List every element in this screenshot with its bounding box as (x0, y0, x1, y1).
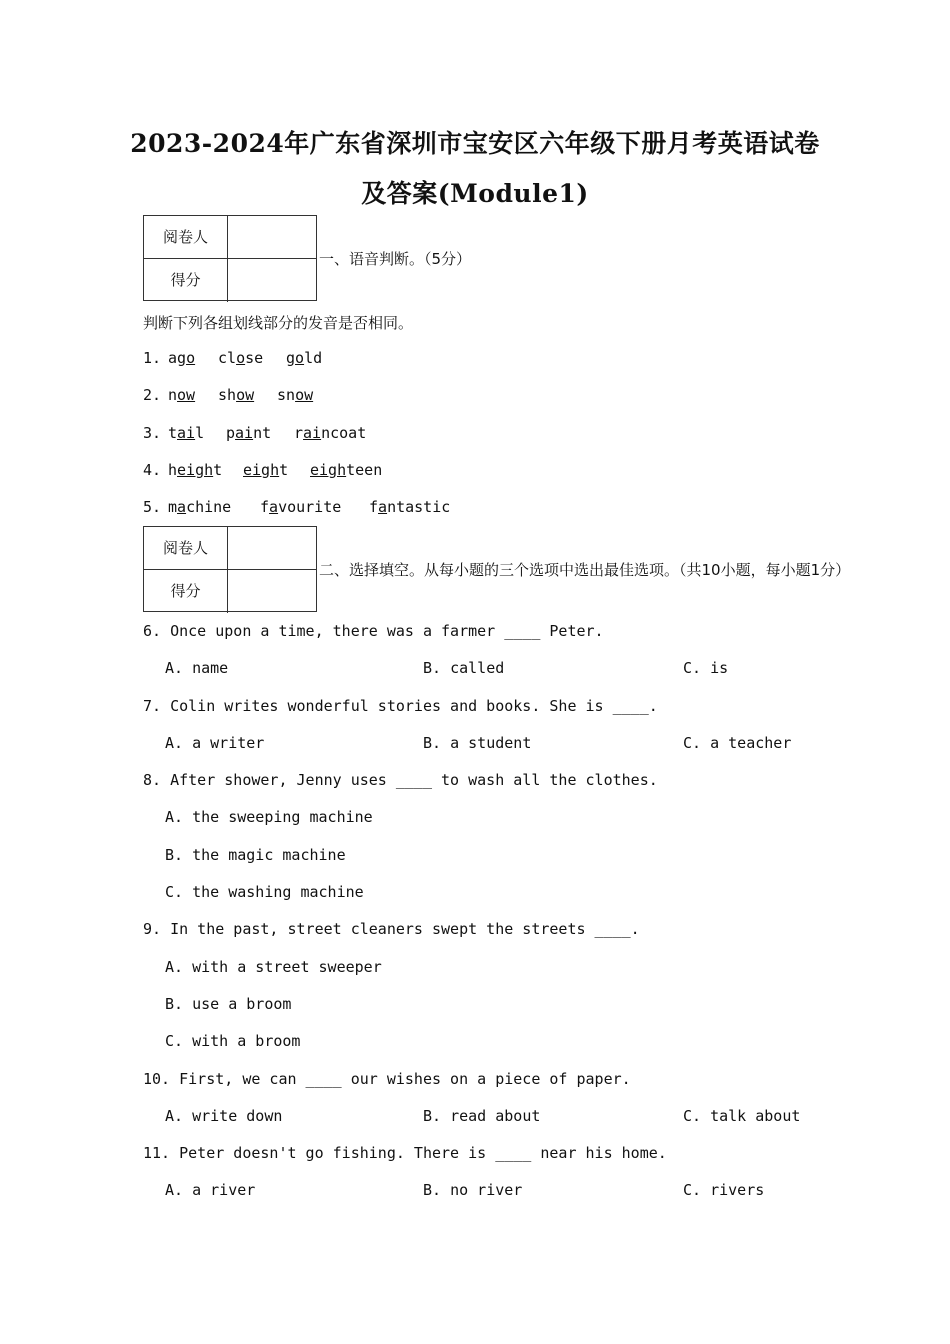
phonics-word (218, 386, 254, 404)
question-stem: 6. Once upon a time, there was a farmer ____ Peter. (143, 622, 604, 640)
word-part: r (294, 424, 304, 442)
phonics-word (218, 349, 263, 367)
word-part: t (279, 461, 289, 479)
answer-option[interactable]: B. use a broom (165, 995, 292, 1013)
underlined-letters: o (186, 349, 196, 367)
word-part: teen (346, 461, 383, 479)
underlined-letters: ow (295, 386, 314, 404)
score-cell[interactable] (228, 570, 316, 613)
score-cell[interactable] (228, 259, 316, 302)
word-part: m (168, 498, 178, 516)
section-1-instruction: 判断下列各组划线部分的发音是否相同。 (143, 314, 414, 332)
phonics-word (286, 349, 322, 367)
underlined-letters: o (236, 349, 246, 367)
underlined-letters: a (269, 498, 279, 516)
answer-option[interactable]: C. the washing machine (165, 883, 364, 901)
answer-option[interactable]: B. a student (423, 734, 532, 752)
word-part: t (213, 461, 223, 479)
underlined-letters: ow (177, 386, 196, 404)
answer-option[interactable]: C. is (683, 659, 729, 677)
underlined-letters: eigh (177, 461, 214, 479)
word-part: ntastic (387, 498, 451, 516)
word-part: se (245, 349, 264, 367)
score-row (144, 570, 316, 613)
phonics-item-number: 1. (143, 349, 162, 367)
word-part: cl (218, 349, 237, 367)
answer-option[interactable]: B. no river (423, 1181, 523, 1199)
answer-option[interactable]: B. called (423, 659, 505, 677)
question-stem: 7. Colin writes wonderful stories and books. She is ____. (143, 697, 658, 715)
phonics-word (294, 424, 366, 442)
word-part: p (226, 424, 236, 442)
answer-option[interactable]: C. a teacher (683, 734, 792, 752)
phonics-item-number: 5. (143, 498, 162, 516)
phonics-word (168, 498, 231, 516)
word-part: f (260, 498, 270, 516)
answer-option[interactable]: A. the sweeping machine (165, 808, 373, 826)
score-row (144, 259, 316, 302)
reviewer-label: 阅卷人 (144, 527, 228, 569)
underlined-letters: ai (235, 424, 254, 442)
word-part: n (168, 386, 178, 404)
reviewer-row (144, 216, 316, 259)
answer-option[interactable]: B. read about (423, 1107, 541, 1125)
word-part: chine (186, 498, 232, 516)
phonics-word (260, 498, 341, 516)
phonics-item-number: 3. (143, 424, 162, 442)
answer-option[interactable]: C. talk about (683, 1107, 801, 1125)
phonics-word (277, 386, 313, 404)
phonics-word (310, 461, 382, 479)
underlined-letters: eigh (310, 461, 347, 479)
score-label: 得分 (144, 570, 228, 613)
score-table-2 (143, 526, 317, 612)
underlined-letters: a (378, 498, 388, 516)
underlined-letters: ai (177, 424, 196, 442)
question-stem: 11. Peter doesn't go fishing. There is ____ near his home. (143, 1144, 667, 1162)
reviewer-label: 阅卷人 (144, 216, 228, 258)
document-title-line-2: 及答案(Module1) (361, 179, 589, 208)
question-stem: 8. After shower, Jenny uses ____ to wash all the clothes. (143, 771, 658, 789)
score-label: 得分 (144, 259, 228, 302)
underlined-letters: ai (303, 424, 322, 442)
section-1-heading: 一、语音判断。（5分） (319, 250, 472, 268)
underlined-letters: o (295, 349, 305, 367)
word-part: nt (253, 424, 272, 442)
phonics-item-number: 4. (143, 461, 162, 479)
score-table-1 (143, 215, 317, 301)
underlined-letters: a (177, 498, 187, 516)
reviewer-cell[interactable] (228, 216, 316, 258)
document-title-line-1: 2023-2024年广东省深圳市宝安区六年级下册月考英语试卷 (130, 129, 820, 158)
underlined-letters: eigh (243, 461, 280, 479)
phonics-word (168, 461, 222, 479)
reviewer-cell[interactable] (228, 527, 316, 569)
word-part: t (168, 424, 178, 442)
reviewer-row (144, 527, 316, 570)
section-2-heading: 二、选择填空。从每小题的三个选项中选出最佳选项。（共10小题，每小题1分） (319, 561, 851, 579)
word-part: ag (168, 349, 187, 367)
word-part: sn (277, 386, 296, 404)
question-stem: 10. First, we can ____ our wishes on a piece of paper. (143, 1070, 631, 1088)
answer-option[interactable]: C. rivers (683, 1181, 765, 1199)
answer-option[interactable]: A. a writer (165, 734, 265, 752)
answer-option[interactable]: A. with a street sweeper (165, 958, 382, 976)
word-part: l (195, 424, 205, 442)
answer-option[interactable]: A. a river (165, 1181, 256, 1199)
underlined-letters: ow (236, 386, 255, 404)
question-stem: 9. In the past, street cleaners swept the streets ____. (143, 920, 640, 938)
phonics-word (168, 386, 195, 404)
phonics-word (243, 461, 288, 479)
word-part: ncoat (321, 424, 367, 442)
answer-option[interactable]: B. the magic machine (165, 846, 346, 864)
phonics-word (369, 498, 450, 516)
word-part: sh (218, 386, 237, 404)
answer-option[interactable]: A. name (165, 659, 229, 677)
word-part: ld (304, 349, 323, 367)
word-part: h (168, 461, 178, 479)
word-part: g (286, 349, 296, 367)
word-part: f (369, 498, 379, 516)
phonics-item-number: 2. (143, 386, 162, 404)
phonics-word (168, 424, 204, 442)
answer-option[interactable]: C. with a broom (165, 1032, 301, 1050)
answer-option[interactable]: A. write down (165, 1107, 283, 1125)
word-part: vourite (278, 498, 342, 516)
phonics-word (226, 424, 271, 442)
phonics-word (168, 349, 195, 367)
